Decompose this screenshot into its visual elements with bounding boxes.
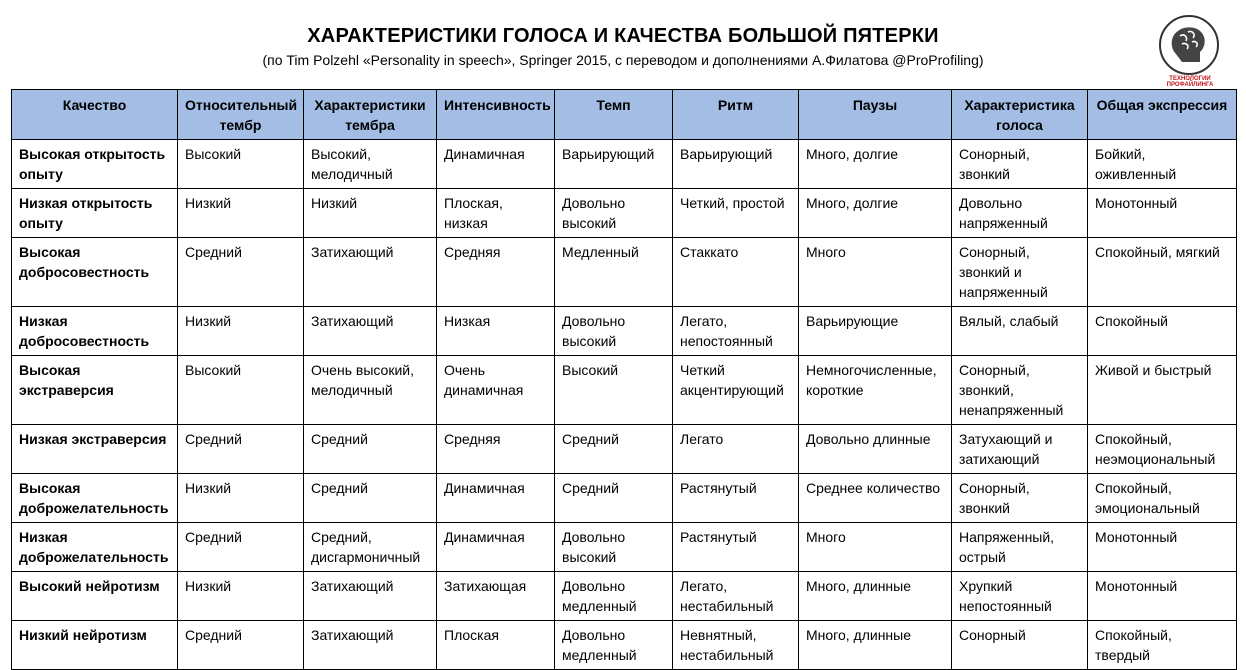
- header-cell: Характеристика голоса: [952, 90, 1088, 140]
- table-cell: Затихающий: [304, 572, 437, 621]
- table-cell: Довольно высокий: [555, 189, 673, 238]
- table-cell: Растянутый: [673, 523, 799, 572]
- table-row: [12, 523, 1237, 572]
- quality-cell: Низкая экстраверсия: [12, 425, 178, 474]
- table-cell: Низкая: [437, 307, 555, 356]
- table-row: [12, 307, 1237, 356]
- table-cell: Напряженный, острый: [952, 523, 1088, 572]
- table-cell: Затухающий и затихающий: [952, 425, 1088, 474]
- table-cell: Высокий: [178, 140, 304, 189]
- table-cell: Четкий акцентирующий: [673, 356, 799, 425]
- table-cell: Средний: [304, 425, 437, 474]
- table-cell: Сонорный, звонкий и напряженный: [952, 238, 1088, 307]
- table-cell: Варьирующий: [673, 140, 799, 189]
- table-cell: Живой и быстрый: [1088, 356, 1237, 425]
- table-cell: Затихающий: [304, 307, 437, 356]
- table-cell: Средняя: [437, 238, 555, 307]
- quality-cell: Высокая экстраверсия: [12, 356, 178, 425]
- table-row: [12, 238, 1237, 307]
- table-cell: Средний: [178, 425, 304, 474]
- table-cell: Средний: [178, 621, 304, 670]
- table-cell: Растянутый: [673, 474, 799, 523]
- table-cell: Очень динамичная: [437, 356, 555, 425]
- page-title: ХАРАКТЕРИСТИКИ ГОЛОСА И КАЧЕСТВА БОЛЬШОЙ ПЯТЕРКИ: [307, 25, 939, 47]
- quality-cell: Низкий нейротизм: [12, 621, 178, 670]
- table-cell: Монотонный: [1088, 572, 1237, 621]
- header-cell: Характеристики тембра: [304, 90, 437, 140]
- table-cell: Сонорный, звонкий: [952, 140, 1088, 189]
- table-cell: Много, долгие: [799, 189, 952, 238]
- table-cell: Динамичная: [437, 523, 555, 572]
- table-row: [12, 189, 1237, 238]
- table-cell: Затихающая: [437, 572, 555, 621]
- table-cell: Средняя: [437, 425, 555, 474]
- table-cell: Спокойный, твердый: [1088, 621, 1237, 670]
- voice-traits-table: [11, 89, 1237, 670]
- table-cell: Четкий, простой: [673, 189, 799, 238]
- table-cell: Медленный: [555, 238, 673, 307]
- header-cell: Интенсивность: [437, 90, 555, 140]
- table-cell: Сонорный: [952, 621, 1088, 670]
- table-cell: Легато, нестабильный: [673, 572, 799, 621]
- table-cell: Высокий: [178, 356, 304, 425]
- table-cell: Много, длинные: [799, 621, 952, 670]
- header-cell: Ритм: [673, 90, 799, 140]
- table-cell: Варьирующие: [799, 307, 952, 356]
- table-cell: Довольно медленный: [555, 572, 673, 621]
- table-row: [12, 140, 1237, 189]
- quality-cell: Низкая открытость опыту: [12, 189, 178, 238]
- table-cell: Спокойный, мягкий: [1088, 238, 1237, 307]
- table-cell: Динамичная: [437, 140, 555, 189]
- quality-cell: Низкая добросовестность: [12, 307, 178, 356]
- table-cell: Монотонный: [1088, 189, 1237, 238]
- table-cell: Спокойный, неэмоциональный: [1088, 425, 1237, 474]
- table-cell: Вялый, слабый: [952, 307, 1088, 356]
- table-cell: Довольно медленный: [555, 621, 673, 670]
- table-cell: Низкий: [178, 474, 304, 523]
- table-cell: Спокойный, эмоциональный: [1088, 474, 1237, 523]
- table-cell: Средний: [304, 474, 437, 523]
- table-cell: Много, долгие: [799, 140, 952, 189]
- page-subtitle: (по Tim Polzehl «Personality in speech», Springer 2015, с переводом и дополнениями А.Филатова @ProProfiling): [262, 52, 984, 68]
- table-cell: Низкий: [178, 572, 304, 621]
- table-cell: Легато: [673, 425, 799, 474]
- quality-cell: Высокий нейротизм: [12, 572, 178, 621]
- quality-cell: Низкая доброжелательность: [12, 523, 178, 572]
- table-row: [12, 572, 1237, 621]
- table-cell: Легато, непостоянный: [673, 307, 799, 356]
- table-row: [12, 474, 1237, 523]
- table-cell: Невнятный, нестабильный: [673, 621, 799, 670]
- table-cell: Средний: [178, 238, 304, 307]
- table-cell: Средний: [555, 474, 673, 523]
- table-cell: Низкий: [178, 307, 304, 356]
- header-cell: Паузы: [799, 90, 952, 140]
- table-cell: Высокий: [555, 356, 673, 425]
- header-cell: Относительный тембр: [178, 90, 304, 140]
- table-cell: Очень высокий, мелодичный: [304, 356, 437, 425]
- table-cell: Варьирующий: [555, 140, 673, 189]
- table-cell: Бойкий, оживленный: [1088, 140, 1237, 189]
- table-cell: Средний, дисгармоничный: [304, 523, 437, 572]
- table-cell: Средний: [178, 523, 304, 572]
- table-cell: Много: [799, 523, 952, 572]
- table-cell: Хрупкий непостоянный: [952, 572, 1088, 621]
- table-cell: Много: [799, 238, 952, 307]
- table-cell: Плоская, низкая: [437, 189, 555, 238]
- table-cell: Затихающий: [304, 621, 437, 670]
- quality-cell: Высокая открытость опыту: [12, 140, 178, 189]
- header-cell: Общая экспрессия: [1088, 90, 1237, 140]
- header-cell: Качество: [12, 90, 178, 140]
- table-cell: Стаккато: [673, 238, 799, 307]
- table-cell: Высокий, мелодичный: [304, 140, 437, 189]
- table-cell: Спокойный: [1088, 307, 1237, 356]
- table-cell: Довольно высокий: [555, 523, 673, 572]
- table-cell: Довольно высокий: [555, 307, 673, 356]
- quality-cell: Высокая доброжелательность: [12, 474, 178, 523]
- table-cell: Затихающий: [304, 238, 437, 307]
- table-row: [12, 621, 1237, 670]
- table-cell: Довольно напряженный: [952, 189, 1088, 238]
- table-cell: Много, длинные: [799, 572, 952, 621]
- logo-caption: ТЕХНОЛОГИИ ПРОФАЙЛИНГА: [1166, 76, 1214, 88]
- table-header-row: [12, 90, 1237, 140]
- table-cell: Довольно длинные: [799, 425, 952, 474]
- table-cell: Сонорный, звонкий, ненапряженный: [952, 356, 1088, 425]
- header-cell: Темп: [555, 90, 673, 140]
- table-cell: Сонорный, звонкий: [952, 474, 1088, 523]
- quality-cell: Высокая добросовестность: [12, 238, 178, 307]
- table-cell: Динамичная: [437, 474, 555, 523]
- table-cell: Средний: [555, 425, 673, 474]
- brain-head-icon: [1158, 14, 1220, 76]
- table-cell: Монотонный: [1088, 523, 1237, 572]
- table-cell: Низкий: [304, 189, 437, 238]
- table-cell: Низкий: [178, 189, 304, 238]
- table-cell: Немногочисленные, короткие: [799, 356, 952, 425]
- table-cell: Среднее количество: [799, 474, 952, 523]
- table-cell: Плоская: [437, 621, 555, 670]
- table-row: [12, 425, 1237, 474]
- table-row: [12, 356, 1237, 425]
